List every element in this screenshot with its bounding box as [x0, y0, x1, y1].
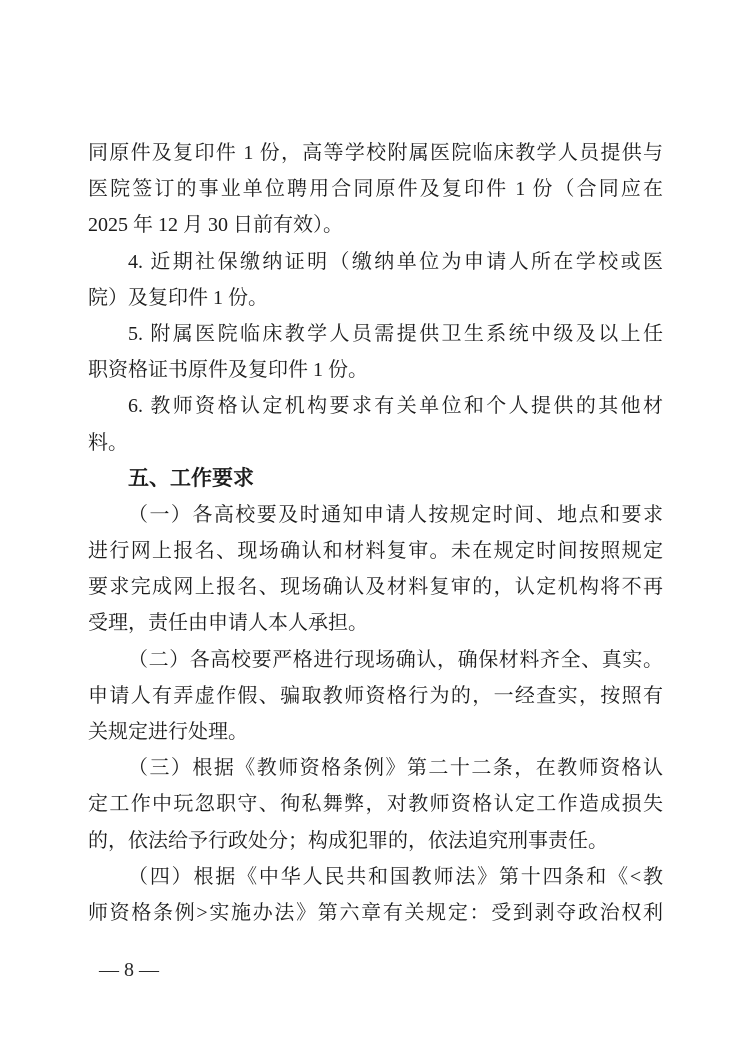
text-line: （二）各高校要严格进行现场确认，确保材料齐全、真实。	[128, 648, 663, 671]
page-number: — 8 —	[99, 959, 159, 981]
text-line: 进行网上报名、现场确认和材料复审。未在规定时间按照规定	[88, 540, 663, 563]
document-body	[88, 135, 663, 931]
text-line: 师资格条例>实施办法》第六章有关规定：受到剥夺政治权利	[88, 901, 663, 924]
text-line: （三）根据《教师资格条例》第二十二条，在教师资格认	[128, 757, 663, 780]
text-line: 同原件及复印件 1 份，高等学校附属医院临床教学人员提供与	[88, 142, 663, 164]
text-line: 受理，责任由申请人本人承担。	[88, 612, 368, 635]
text-line: 职资格证书原件及复印件 1 份。	[88, 359, 368, 382]
text-line: （四）根据《中华人民共和国教师法》第十四条和《<教	[128, 865, 663, 888]
text-line: （一）各高校要及时通知申请人按规定时间、地点和要求	[128, 503, 663, 526]
text-line: 的，依法给予行政处分；构成犯罪的，依法追究刑事责任。	[88, 829, 608, 852]
text-line: 6. 教师资格认定机构要求有关单位和个人提供的其他材	[128, 395, 663, 418]
text-line: 院）及复印件 1 份。	[88, 286, 268, 309]
section-heading: 五、工作要求	[128, 466, 254, 490]
text-line: 要求完成网上报名、现场确认及材料复审的，认定机构将不再	[88, 576, 663, 599]
text-line: 关规定进行处理。	[88, 721, 248, 743]
text-line: 5. 附属医院临床教学人员需提供卫生系统中级及以上任	[128, 322, 663, 345]
text-line: 2025 年 12 月 30 日前有效）。	[88, 214, 343, 237]
text-line: 定工作中玩忽职守、徇私舞弊，对教师资格认定工作造成损失	[88, 793, 663, 816]
text-line: 医院签订的事业单位聘用合同原件及复印件 1 份（合同应在	[88, 178, 663, 201]
text-line: 申请人有弄虚作假、骗取教师资格行为的，一经查实，按照有	[88, 684, 663, 707]
text-line: 料。	[88, 431, 128, 454]
text-line: 4. 近期社保缴纳证明（缴纳单位为申请人所在学校或医	[128, 250, 663, 273]
